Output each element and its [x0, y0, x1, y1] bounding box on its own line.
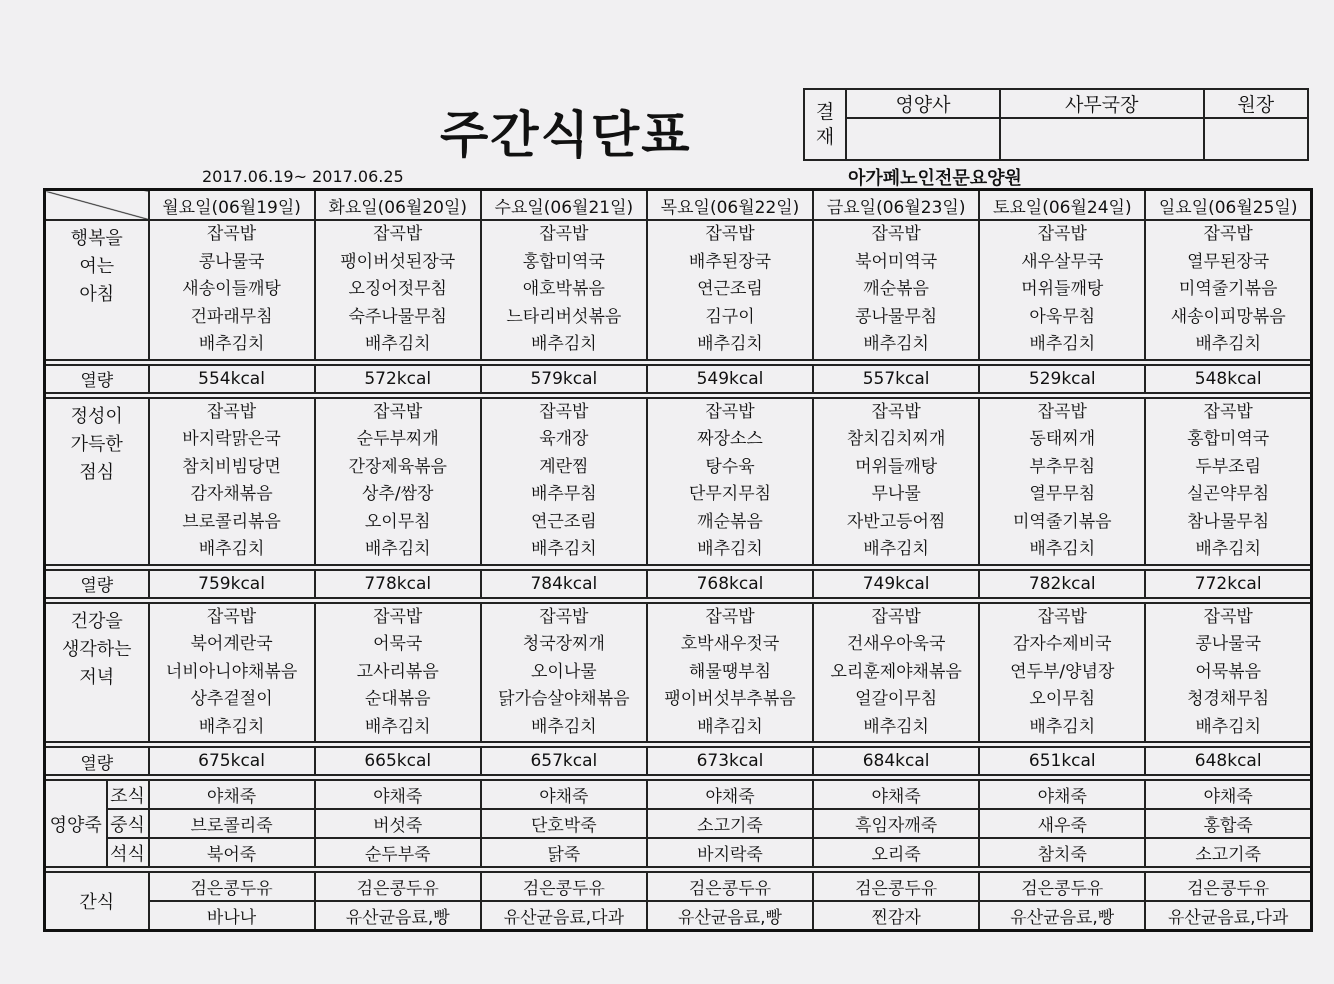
menu-item: 새송이들깨탕	[182, 279, 281, 299]
porridge-item: 야채죽	[481, 780, 647, 809]
menu-item: 잡곡밥	[373, 606, 423, 627]
day-header: 수요일(06월21일)	[481, 190, 647, 221]
menu-item: 배추김치	[198, 539, 265, 559]
porridge-label: 영양죽	[45, 780, 107, 867]
menu-item: 오리훈제야채볶음	[830, 661, 962, 682]
menu-item: 탕수육	[705, 456, 755, 477]
menu-item: 순두부찌개	[356, 429, 439, 449]
snack-item: 유산균음료,빵	[647, 901, 813, 931]
snack-item: 검은콩두유	[315, 872, 481, 901]
menu-item: 열무된장국	[1187, 251, 1270, 272]
menu-item: 잡곡밥	[373, 224, 423, 244]
porridge-item: 오리죽	[813, 838, 979, 867]
menu-item: 잡곡밥	[1037, 224, 1087, 244]
label-line: 정성이	[70, 405, 123, 427]
lunch-menu-cell	[149, 398, 315, 565]
kcal-label: 열량	[45, 570, 149, 598]
label-line: 저녁	[79, 666, 115, 688]
menu-item: 배추김치	[1029, 716, 1096, 737]
menu-item: 참치김치찌개	[846, 429, 946, 449]
menu-item: 홍합미역국	[1187, 429, 1270, 449]
day-header: 월요일(06월19일)	[149, 190, 315, 221]
porridge-item: 버섯죽	[315, 809, 481, 838]
kcal-label: 열량	[45, 747, 149, 775]
menu-item: 계란찜	[539, 456, 589, 477]
breakfast-menu-cell	[1145, 220, 1311, 360]
approval-role-office-director: 사무국장	[1000, 89, 1204, 118]
menu-item: 숙주나물무침	[348, 306, 447, 327]
porridge-item: 소고기죽	[1145, 838, 1311, 867]
approval-role-director: 원장	[1204, 89, 1309, 118]
porridge-item: 야채죽	[1145, 780, 1311, 809]
menu-item: 배추김치	[198, 334, 265, 354]
label-line: 가득한	[70, 433, 123, 455]
lunch-menu-cell	[647, 398, 813, 565]
menu-item: 연두부/양념장	[1010, 661, 1115, 682]
breakfast-menu-cell	[647, 220, 813, 360]
porridge-meal-label: 중식	[107, 809, 149, 838]
menu-item: 잡곡밥	[705, 401, 755, 422]
menu-item: 콩나물국	[1195, 634, 1262, 654]
day-header: 목요일(06월22일)	[647, 190, 813, 221]
menu-item: 브로콜리볶음	[182, 511, 281, 532]
menu-item: 어묵볶음	[1195, 661, 1262, 682]
menu-item: 머위들깨탕	[855, 456, 938, 477]
menu-item: 느타리버섯볶음	[506, 306, 622, 327]
menu-item: 김구이	[705, 306, 755, 327]
porridge-item: 소고기죽	[647, 809, 813, 838]
menu-item: 잡곡밥	[871, 606, 921, 627]
menu-item: 잡곡밥	[1037, 606, 1087, 627]
label-line: 건강을	[70, 610, 123, 632]
dinner-label	[45, 603, 149, 743]
kcal-label: 열량	[45, 365, 149, 393]
menu-item: 청국장찌개	[522, 634, 605, 654]
breakfast-row	[45, 220, 1312, 360]
menu-item: 잡곡밥	[1203, 401, 1253, 422]
menu-item: 감자수제비국	[1013, 634, 1112, 654]
kcal-value: 549kcal	[647, 365, 813, 393]
menu-item: 해물땡부침	[688, 661, 772, 682]
breakfast-menu-cell	[481, 220, 647, 360]
menu-item: 참나물무침	[1187, 511, 1270, 532]
snack-item: 검은콩두유	[979, 872, 1145, 901]
kcal-value: 782kcal	[979, 570, 1145, 598]
porridge-item: 야채죽	[149, 780, 315, 809]
kcal-value: 673kcal	[647, 747, 813, 775]
menu-item: 짜장소스	[697, 429, 763, 449]
kcal-value: 548kcal	[1145, 365, 1311, 393]
menu-item: 오이무침	[364, 511, 431, 532]
kcal-value: 529kcal	[979, 365, 1145, 393]
menu-item: 참치비빔당면	[182, 456, 281, 477]
menu-item: 잡곡밥	[206, 606, 257, 627]
menu-item: 북어미역국	[855, 251, 938, 272]
snack-item: 찐감자	[813, 901, 979, 931]
kcal-value: 651kcal	[979, 747, 1145, 775]
label-line: 점심	[79, 461, 115, 483]
menu-item: 간장제육볶음	[348, 456, 447, 477]
kcal-value: 772kcal	[1145, 570, 1311, 598]
menu-item: 바지락맑은국	[182, 429, 281, 449]
breakfast-kcal-row	[45, 365, 1312, 393]
menu-item: 팽이버섯부추볶음	[664, 689, 796, 709]
menu-item: 오징어젓무침	[348, 279, 447, 299]
porridge-meal-label: 조식	[107, 780, 149, 809]
menu-item: 잡곡밥	[206, 401, 257, 422]
menu-item: 청경채무침	[1187, 689, 1270, 709]
menu-item: 건파래무침	[190, 306, 273, 327]
dinner-menu-cell	[813, 603, 979, 743]
breakfast-menu-cell	[813, 220, 979, 360]
breakfast-menu-cell	[979, 220, 1145, 360]
kcal-value: 665kcal	[315, 747, 481, 775]
menu-item: 배추김치	[364, 716, 431, 737]
menu-item: 열무무침	[1029, 484, 1096, 504]
porridge-item: 야채죽	[813, 780, 979, 809]
menu-item: 고사리볶음	[356, 661, 439, 682]
menu-item: 잡곡밥	[871, 224, 921, 244]
label-line: 아침	[79, 284, 115, 305]
menu-item: 잡곡밥	[539, 224, 589, 244]
menu-item: 단무지무침	[688, 484, 772, 504]
menu-item: 배추김치	[863, 334, 929, 354]
porridge-item: 야채죽	[315, 780, 481, 809]
menu-item: 홍합미역국	[522, 251, 605, 272]
dinner-menu-cell	[149, 603, 315, 743]
lunch-menu-cell	[315, 398, 481, 565]
menu-item: 배추김치	[1195, 716, 1262, 737]
menu-item: 동태찌개	[1029, 429, 1096, 449]
menu-item: 배추김치	[531, 716, 597, 737]
menu-item: 깨순볶음	[863, 279, 929, 299]
menu-item: 배추김치	[697, 539, 763, 559]
menu-item: 연근조림	[531, 511, 597, 532]
menu-item: 잡곡밥	[373, 401, 423, 422]
menu-item: 연근조림	[697, 279, 763, 299]
porridge-item: 흑임자깨죽	[813, 809, 979, 838]
day-header: 금요일(06월23일)	[813, 190, 979, 221]
label-line: 여는	[79, 256, 115, 277]
organization-name: 아가페노인전문요양원	[848, 168, 1022, 189]
menu-item: 배추무침	[531, 484, 597, 504]
lunch-menu-cell	[813, 398, 979, 565]
weekly-menu-table	[43, 188, 1313, 932]
snack-item: 유산균음료,빵	[979, 901, 1145, 931]
menu-item: 순대볶음	[364, 689, 431, 709]
menu-item: 배추김치	[531, 539, 597, 559]
menu-item: 잡곡밥	[1203, 606, 1253, 627]
kcal-value: 778kcal	[315, 570, 481, 598]
dinner-menu-cell	[481, 603, 647, 743]
menu-item: 새우살무국	[1021, 251, 1104, 272]
snack-item: 검은콩두유	[149, 872, 315, 901]
menu-item: 얼갈이무침	[855, 689, 938, 709]
kcal-value: 675kcal	[149, 747, 315, 775]
menu-item: 육개장	[539, 429, 589, 449]
porridge-item: 바지락죽	[647, 838, 813, 867]
porridge-row	[45, 838, 1312, 867]
date-range: 2017.06.19~ 2017.06.25	[202, 167, 404, 186]
menu-item: 잡곡밥	[1037, 401, 1087, 422]
porridge-item: 닭죽	[481, 838, 647, 867]
menu-item: 배추김치	[364, 334, 431, 354]
menu-item: 두부조림	[1195, 456, 1262, 477]
menu-item: 잡곡밥	[871, 401, 921, 422]
snack-row	[45, 872, 1312, 901]
kcal-value: 579kcal	[481, 365, 647, 393]
menu-item: 부추무침	[1029, 456, 1096, 477]
menu-item: 배추김치	[863, 539, 929, 559]
snack-item: 유산균음료,빵	[315, 901, 481, 931]
corner-cell	[45, 190, 149, 221]
approval-role-nutritionist: 영양사	[846, 89, 1000, 118]
snack-item: 유산균음료,다과	[481, 901, 647, 931]
menu-item: 미역줄기볶음	[1013, 511, 1112, 532]
snack-item: 검은콩두유	[481, 872, 647, 901]
menu-item: 잡곡밥	[539, 401, 589, 422]
approval-sign-nutritionist	[846, 118, 1000, 160]
breakfast-menu-cell	[149, 220, 315, 360]
porridge-meal-label: 석식	[107, 838, 149, 867]
kcal-value: 684kcal	[813, 747, 979, 775]
menu-item: 상추겉절이	[190, 689, 273, 709]
dinner-menu-cell	[647, 603, 813, 743]
kcal-value: 768kcal	[647, 570, 813, 598]
dinner-kcal-row	[45, 747, 1312, 775]
menu-item: 잡곡밥	[539, 606, 589, 627]
porridge-item: 브로콜리죽	[149, 809, 315, 838]
page-title: 주간식단표	[440, 106, 692, 164]
menu-item: 닭가슴살야채볶음	[498, 689, 630, 709]
menu-item: 배추김치	[1195, 539, 1262, 559]
dinner-row	[45, 603, 1312, 743]
menu-item: 북어계란국	[190, 634, 273, 654]
porridge-item: 야채죽	[647, 780, 813, 809]
menu-item: 자반고등어찜	[846, 511, 946, 532]
menu-item: 깨순볶음	[697, 511, 763, 532]
menu-item: 호박새우젓국	[680, 634, 780, 654]
lunch-kcal-row	[45, 570, 1312, 598]
header-row	[45, 190, 1312, 221]
porridge-item: 새우죽	[979, 809, 1145, 838]
lunch-menu-cell	[481, 398, 647, 565]
breakfast-label	[45, 220, 149, 360]
kcal-value: 554kcal	[149, 365, 315, 393]
menu-item: 잡곡밥	[206, 224, 257, 244]
menu-item: 배추김치	[198, 716, 265, 737]
menu-item: 배추김치	[1029, 334, 1096, 354]
lunch-menu-cell	[1145, 398, 1311, 565]
menu-item: 잡곡밥	[705, 606, 755, 627]
menu-item: 건새우아욱국	[846, 634, 946, 654]
menu-item: 콩나물무침	[855, 306, 938, 327]
menu-item: 오이무침	[1029, 689, 1096, 709]
menu-item: 애호박볶음	[522, 279, 605, 299]
breakfast-menu-cell	[315, 220, 481, 360]
menu-item: 무나물	[871, 484, 921, 504]
snack-item: 바나나	[149, 901, 315, 931]
label-line: 생각하는	[61, 638, 132, 660]
kcal-value: 657kcal	[481, 747, 647, 775]
kcal-value: 759kcal	[149, 570, 315, 598]
porridge-item: 참치죽	[979, 838, 1145, 867]
snack-item: 검은콩두유	[813, 872, 979, 901]
snack-item: 유산균음료,다과	[1145, 901, 1311, 931]
porridge-item: 야채죽	[979, 780, 1145, 809]
menu-item: 팽이버섯된장국	[340, 251, 456, 272]
kcal-value: 572kcal	[315, 365, 481, 393]
menu-item: 배추김치	[697, 716, 763, 737]
kcal-value: 749kcal	[813, 570, 979, 598]
day-header: 토요일(06월24일)	[979, 190, 1145, 221]
menu-item: 배추김치	[1029, 539, 1096, 559]
menu-item: 배추김치	[697, 334, 763, 354]
lunch-menu-cell	[979, 398, 1145, 565]
menu-item: 잡곡밥	[1203, 224, 1253, 244]
approval-sign-office-director	[1000, 118, 1204, 160]
dinner-menu-cell	[315, 603, 481, 743]
lunch-row	[45, 398, 1312, 565]
kcal-value: 557kcal	[813, 365, 979, 393]
snack-item: 검은콩두유	[1145, 872, 1311, 901]
day-header: 화요일(06월20일)	[315, 190, 481, 221]
label-line: 행복을	[70, 228, 123, 249]
menu-item: 실곤약무침	[1187, 484, 1270, 504]
kcal-value: 648kcal	[1145, 747, 1311, 775]
day-header: 일요일(06월25일)	[1145, 190, 1311, 221]
menu-item: 어묵국	[373, 634, 423, 654]
porridge-row	[45, 809, 1312, 838]
menu-item: 새송이피망볶음	[1170, 306, 1286, 327]
menu-item: 배추된장국	[688, 251, 772, 272]
menu-item: 배추김치	[1195, 334, 1262, 354]
snack-row	[45, 901, 1312, 931]
menu-item: 감자채볶음	[190, 484, 273, 504]
approval-sign-director	[1204, 118, 1309, 160]
lunch-label	[45, 398, 149, 565]
menu-item: 너비아니야채볶음	[165, 661, 298, 682]
menu-item: 배추김치	[364, 539, 431, 559]
porridge-item: 단호박죽	[481, 809, 647, 838]
snack-label: 간식	[45, 872, 149, 931]
menu-item: 잡곡밥	[705, 224, 755, 244]
menu-item: 배추김치	[863, 716, 929, 737]
dinner-menu-cell	[979, 603, 1145, 743]
snack-item: 검은콩두유	[647, 872, 813, 901]
menu-item: 아욱무침	[1029, 306, 1096, 327]
menu-item: 배추김치	[531, 334, 597, 354]
dinner-menu-cell	[1145, 603, 1311, 743]
porridge-row	[45, 780, 1312, 809]
kcal-value: 784kcal	[481, 570, 647, 598]
porridge-item: 북어죽	[149, 838, 315, 867]
menu-item: 머위들깨탕	[1021, 279, 1104, 299]
porridge-item: 순두부죽	[315, 838, 481, 867]
porridge-item: 홍합죽	[1145, 809, 1311, 838]
menu-item: 오이나물	[531, 661, 597, 682]
menu-item: 미역줄기볶음	[1178, 279, 1278, 299]
menu-item: 상추/쌈장	[362, 484, 434, 504]
approval-box	[803, 88, 1309, 161]
approval-label: 결 재	[804, 89, 846, 160]
menu-item: 콩나물국	[198, 251, 265, 272]
